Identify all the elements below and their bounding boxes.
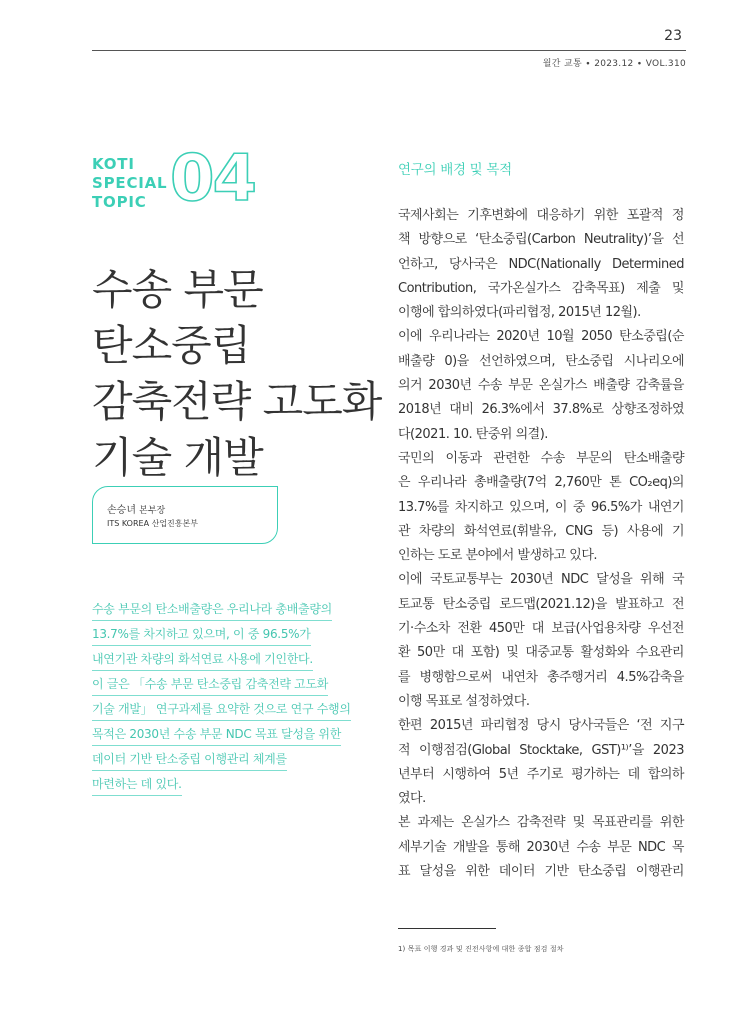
body-line: 환 50만 대 포함) 및 대중교통 활성화와 수요관리 bbox=[398, 645, 684, 661]
body-line: 국민의 이동과 관련한 수송 부문의 탄소배출량 bbox=[398, 450, 684, 466]
summary-line: 내연기관 차량의 화석연료 사용에 기인한다. bbox=[92, 648, 313, 671]
body-line: 였다. bbox=[398, 791, 426, 807]
body-line: 적 이행점검(Global Stocktake, GST)¹⁾’을 2023 bbox=[398, 742, 684, 758]
body-line: 은 우리나라 총배출량(7억 2,760만 톤 CO₂eq)의 bbox=[398, 475, 684, 491]
body-line: 세부기술 개발을 통해 2030년 수송 부문 NDC 목 bbox=[398, 839, 684, 855]
title-line: 기술 개발 bbox=[92, 433, 263, 482]
body-line: 이행에 합의하였다(파리협정, 2015년 12월). bbox=[398, 305, 641, 321]
body-line: 기·수소차 전환 450만 대 보급(사업용차량 우선전 bbox=[398, 621, 684, 637]
summary-line: 이 글은 「수송 부문 탄소중립 감축전략 고도화 bbox=[92, 673, 328, 696]
issue-info: 월간 교통 ∙ 2023.12 ∙ VOL.310 bbox=[542, 59, 686, 69]
topic-number: 04 bbox=[170, 142, 256, 216]
summary-line: 기술 개발」 연구과제를 요약한 것으로 연구 수행의 bbox=[92, 698, 351, 721]
header-divider bbox=[92, 50, 686, 51]
footnote: 1) 목표 이행 경과 및 진전사항에 대한 종합 점검 절차 bbox=[398, 945, 564, 953]
topic-label bbox=[92, 155, 182, 212]
summary-line: 목적은 2030년 수송 부문 NDC 목표 달성을 위한 bbox=[92, 723, 341, 746]
body-line: 이에 국토교통부는 2030년 NDC 달성을 위해 국 bbox=[398, 572, 684, 588]
author-box bbox=[92, 486, 278, 544]
title-line: 수송 부문 bbox=[92, 265, 263, 314]
body-line: 13.7%를 차지하고 있으며, 이 중 96.5%가 내연기 bbox=[398, 499, 684, 515]
body-line: 배출량 0)을 선언하였으며, 탄소중립 시나리오에 bbox=[398, 353, 684, 369]
body-line: 한편 2015년 파리협정 당시 당사국들은 ‘전 지구 bbox=[398, 718, 684, 734]
summary-line: 수송 부문의 탄소배출량은 우리나라 총배출량의 bbox=[92, 598, 332, 621]
body-line: Contribution, 국가온실가스 감축목표) 제출 및 bbox=[398, 280, 684, 296]
footnote-divider bbox=[398, 928, 496, 929]
article-summary bbox=[92, 598, 360, 798]
summary-line: 데이터 기반 탄소중립 이행관리 체계를 bbox=[92, 748, 287, 771]
body-line: 년부터 시행하여 5년 주기로 평가하는 데 합의하 bbox=[398, 766, 684, 782]
body-line: 2018년 대비 26.3%에서 37.8%로 상향조정하였 bbox=[398, 402, 684, 418]
section-heading: 연구의 배경 및 목적 bbox=[398, 162, 512, 178]
body-line: 본 과제는 온실가스 감축전략 및 목표관리를 위한 bbox=[398, 815, 684, 831]
body-line: 를 병행함으로써 내연차 총주행거리 4.5%감축을 bbox=[398, 669, 684, 685]
body-line: 다(2021. 10. 탄중위 의결). bbox=[398, 426, 548, 442]
summary-line: 마련하는 데 있다. bbox=[92, 773, 182, 796]
body-line: 이행 목표로 설정하였다. bbox=[398, 693, 530, 709]
body-line: 언하고, 당사국은 NDC(Nationally Determined bbox=[398, 256, 684, 272]
topic-label-line: KOTI bbox=[92, 155, 135, 173]
title-line: 탄소중립 bbox=[92, 321, 251, 370]
body-line: 인하는 도로 분야에서 발생하고 있다. bbox=[398, 548, 598, 564]
body-line: 표 달성을 위한 데이터 기반 탄소중립 이행관리 bbox=[398, 864, 684, 880]
body-line: 국제사회는 기후변화에 대응하기 위한 포괄적 정 bbox=[398, 208, 684, 223]
body-line: 의거 2030년 수송 부문 온실가스 배출량 감축률을 bbox=[398, 378, 684, 394]
title-line: 감축전략 고도화 bbox=[92, 377, 382, 426]
author-name-line bbox=[107, 501, 165, 516]
topic-label-line: TOPIC bbox=[92, 193, 147, 211]
body-line: 관 차량의 화석연료(휘발유, CNG 등) 사용에 기 bbox=[398, 523, 684, 539]
author-name: 손승녀 bbox=[107, 505, 136, 516]
body-text bbox=[398, 204, 684, 884]
author-role: 본부장 bbox=[139, 506, 166, 516]
body-line: 책 방향으로 ‘탄소중립(Carbon Neutrality)’을 선 bbox=[398, 232, 684, 248]
page-number: 23 bbox=[664, 28, 682, 44]
author-organization: ITS KOREA 산업진흥본부 bbox=[107, 519, 198, 528]
article-title bbox=[92, 262, 392, 486]
body-line: 토교통 탄소중립 로드맵(2021.12)을 발표하고 전 bbox=[398, 596, 684, 612]
topic-label-line: SPECIAL bbox=[92, 174, 168, 192]
body-line: 이에 우리나라는 2020년 10월 2050 탄소중립(순 bbox=[398, 329, 684, 345]
summary-line: 13.7%를 차지하고 있으며, 이 중 96.5%가 bbox=[92, 623, 311, 646]
